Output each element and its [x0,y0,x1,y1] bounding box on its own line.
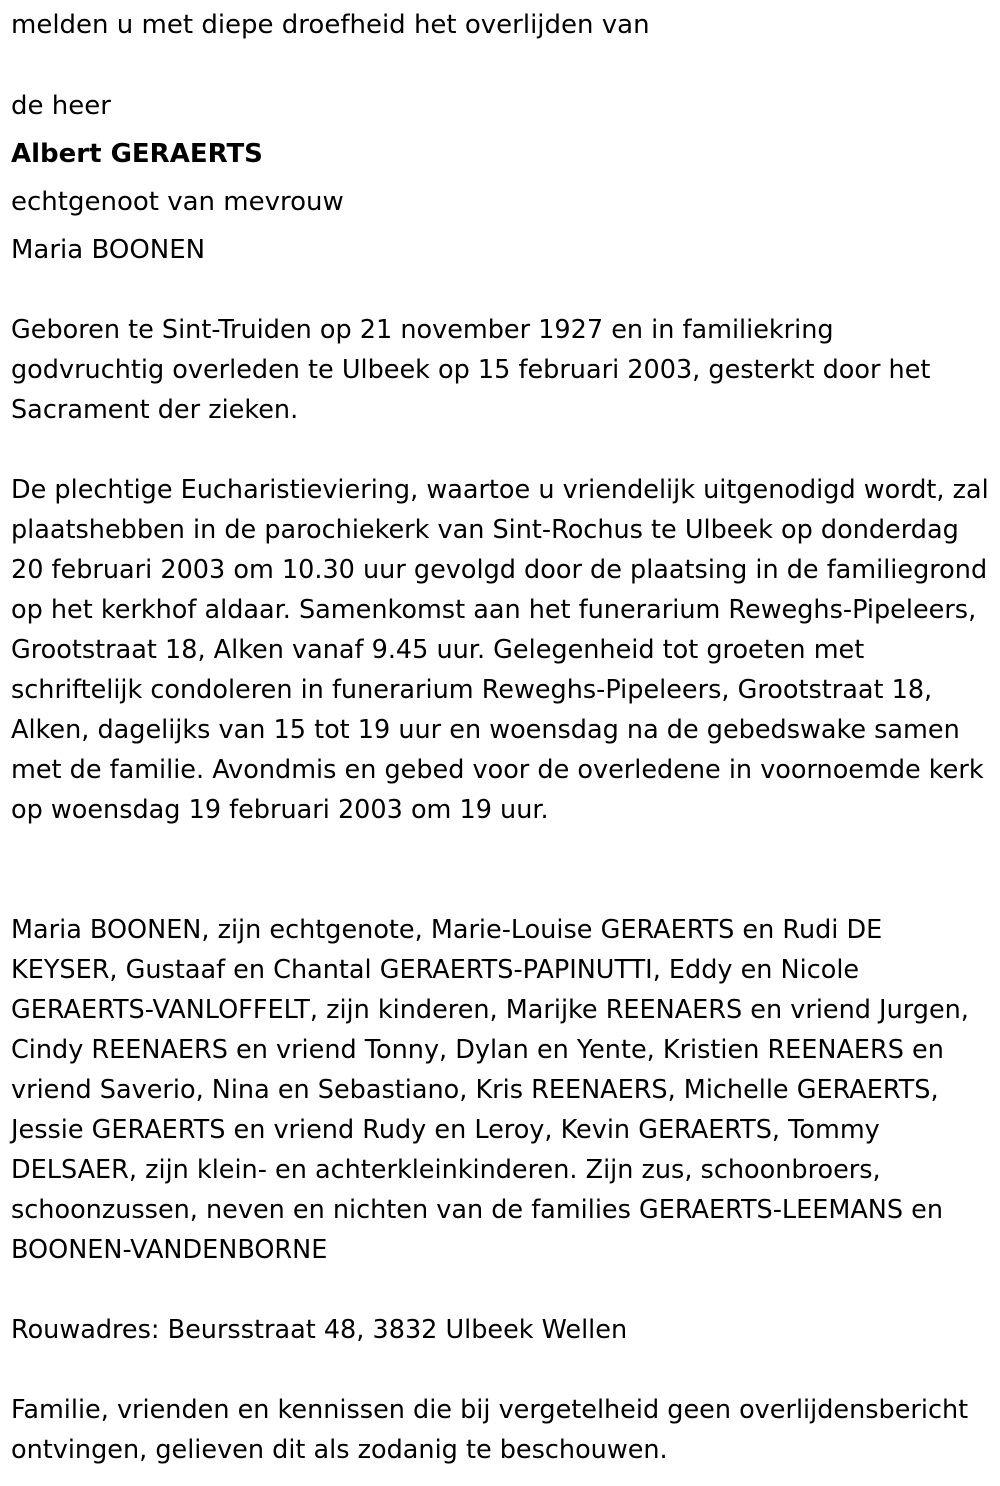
address-line: Rouwadres: Beursstraat 48, 3832 Ulbeek Wellen [11,1315,628,1345]
spouse-label: echtgenoot van mevrouw [11,187,344,217]
spouse-name: Maria BOONEN [11,235,206,265]
ceremony-paragraph: De plechtige Eucharistieviering, waartoe u vriendelijk uitgenodigd wordt, zal plaatshebben in de parochiekerk van Sint-Rochus te Ulbeek op donderdag 20 februari 2003 om 10.30 uur gevolgd door de plaatsing in de familiegrond op het kerkhof aldaar. Samenkomst aan het funerarium Reweghs-Pipeleers, Grootstraat 18, Alken vanaf 9.45 uur. Gelegenheid tot groeten met schriftelijk condoleren in funerarium Reweghs-Pipeleers, Grootstraat 18, Alken, dagelijks van 15 tot 19 uur en woensdag na de gebedswake samen met de familie. Avondmis en gebed voor de overledene in voornoemde kerk op woensdag 19 februari 2003 om 19 uur. [11,475,989,825]
deceased-name: Albert GERAERTS [11,139,263,169]
birth-death-paragraph: Geboren te Sint-Truiden op 21 november 1927 en in familiekring godvruchtig overleden te Ulbeek op 15 februari 2003, gesterkt door het Sacrament der zieken. [11,315,931,425]
closing-paragraph: Familie, vrienden en kennissen die bij vergetelheid geen overlijdensbericht ontvingen, gelieven dit als zodanig te beschouwen. [11,1395,969,1465]
family-paragraph: Maria BOONEN, zijn echtgenote, Marie-Louise GERAERTS en Rudi DE KEYSER, Gustaaf en Chantal GERAERTS-PAPINUTTI, Eddy en Nicole GERAERTS-VANLOFFELT, zijn kinderen, Marijke REENAERS en vriend Jurgen, Cindy REENAERS en vriend Tonny, Dylan en Yente, Kristien REENAERS en vriend Saverio, Nina en Sebastiano, Kris REENAERS, Michelle GERAERTS, Jessie GERAERTS en vriend Rudy en Leroy, Kevin GERAERTS, Tommy DELSAER, zijn klein- en achterkleinkinderen. Zijn zus, schoonbroers, schoonzussen, neven en nichten van de families GERAERTS-LEEMANS en BOONEN-VANDENBORNE [11,915,969,1265]
intro-text: melden u met diepe droefheid het overlijden van [11,10,650,40]
title-prefix: de heer [11,91,111,121]
